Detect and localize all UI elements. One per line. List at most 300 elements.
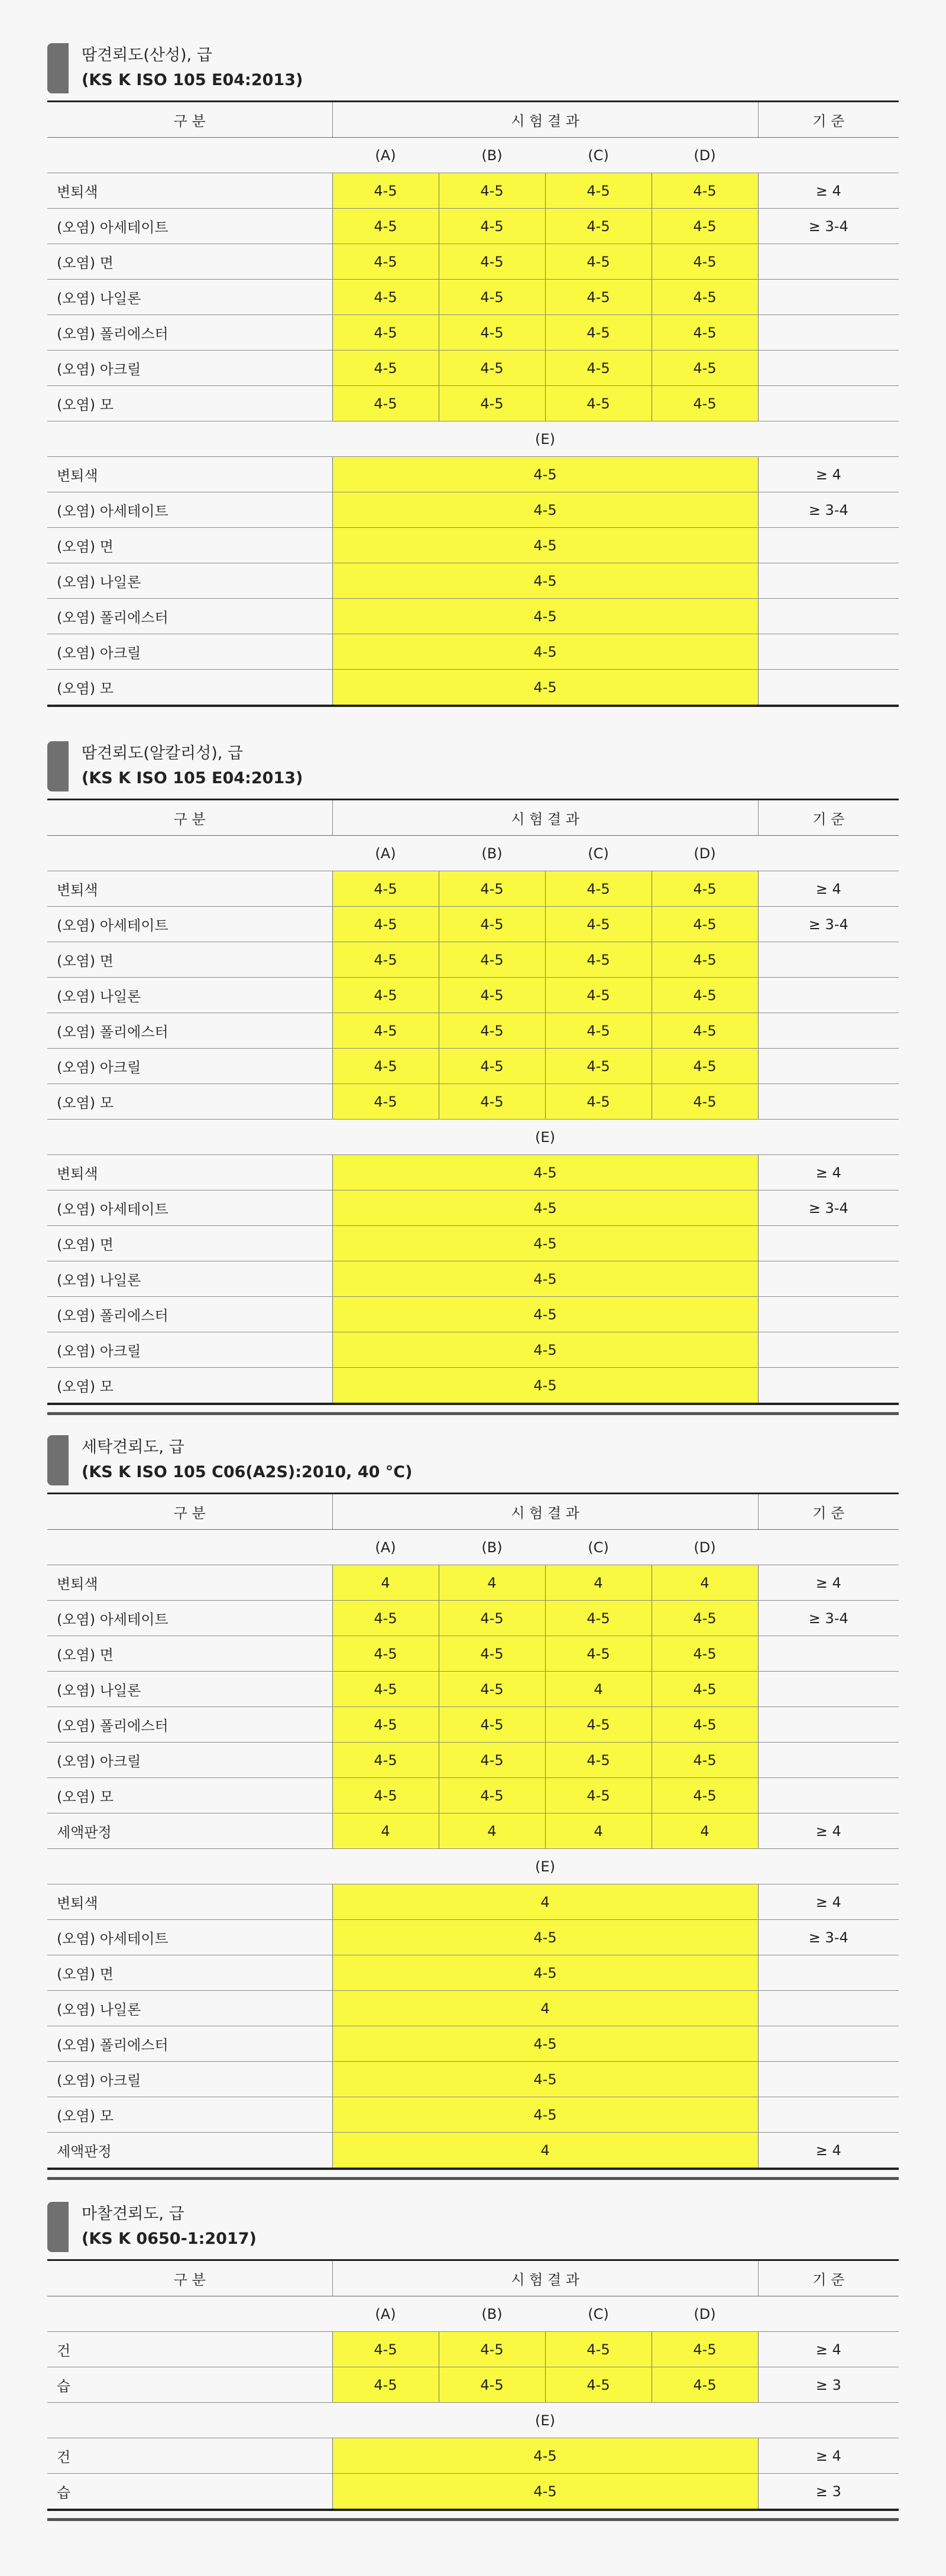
table-row — [47, 2062, 899, 2097]
result-cell: 4-5 — [545, 1707, 652, 1743]
result-cell: 4-5 — [439, 978, 545, 1013]
table-row — [47, 942, 899, 978]
row-label: 건 — [47, 2438, 332, 2474]
row-label: 습 — [47, 2367, 332, 2403]
row-label: 변퇴색 — [47, 1155, 332, 1190]
header-category: 구 분 — [47, 1494, 332, 1530]
standard-cell — [758, 942, 899, 978]
header-category: 구 분 — [47, 800, 332, 836]
result-cell: 4 — [545, 1672, 652, 1707]
result-cell: 4-5 — [439, 1707, 545, 1743]
e-label: (E) — [332, 421, 758, 457]
result-cell: 4-5 — [332, 1261, 758, 1297]
result-cell: 4-5 — [545, 351, 652, 386]
standard-cell: ≥ 3-4 — [758, 1920, 899, 1955]
result-cell: 4-5 — [332, 1084, 439, 1120]
row-label: (오염) 모 — [47, 1084, 332, 1120]
standard-cell: ≥ 3-4 — [758, 907, 899, 942]
row-label: (오염) 폴리에스터 — [47, 315, 332, 351]
result-cell: 4-5 — [652, 280, 758, 315]
standard-cell — [758, 528, 899, 563]
standard-cell — [758, 1743, 899, 1778]
row-label: (오염) 아크릴 — [47, 351, 332, 386]
result-cell: 4-5 — [652, 1601, 758, 1636]
result-cell: 4 — [332, 1991, 758, 2026]
section-title: 세탁견뢰도, 급 — [82, 1438, 184, 1456]
result-cell: 4-5 — [545, 280, 652, 315]
row-label: (오염) 폴리에스터 — [47, 1297, 332, 1332]
results-table — [47, 2259, 899, 2511]
result-cell: 4-5 — [652, 386, 758, 421]
table-header-row — [47, 102, 899, 138]
standard-cell — [758, 1672, 899, 1707]
standard-cell: ≥ 3 — [758, 2367, 899, 2403]
sub-header-col: (A) — [332, 1530, 439, 1565]
result-cell: 4-5 — [652, 907, 758, 942]
table-row — [47, 871, 899, 907]
standard-cell: ≥ 4 — [758, 457, 899, 492]
result-cell: 4-5 — [332, 457, 758, 492]
result-cell: 4-5 — [652, 2367, 758, 2403]
header-result: 시 험 결 과 — [332, 102, 758, 138]
title-marker — [47, 741, 69, 791]
table-row — [47, 1991, 899, 2026]
results-table — [47, 799, 899, 1405]
section-divider — [47, 2518, 899, 2521]
result-cell: 4 — [652, 1565, 758, 1601]
result-cell: 4-5 — [332, 599, 758, 634]
row-label: (오염) 모 — [47, 670, 332, 706]
e-label-row — [47, 1120, 899, 1155]
standard-cell — [758, 1368, 899, 1404]
row-label: (오염) 나일론 — [47, 1261, 332, 1297]
standard-cell — [758, 1297, 899, 1332]
standard-cell: ≥ 3-4 — [758, 209, 899, 244]
sub-header-row — [47, 1530, 899, 1565]
result-cell: 4-5 — [332, 2026, 758, 2062]
table-row — [47, 1261, 899, 1297]
result-cell: 4-5 — [332, 244, 439, 280]
result-cell: 4-5 — [652, 351, 758, 386]
result-cell: 4-5 — [332, 871, 439, 907]
row-label: (오염) 아크릴 — [47, 1332, 332, 1368]
standard-cell — [758, 2062, 899, 2097]
row-label: (오염) 나일론 — [47, 1672, 332, 1707]
row-label: 세액판정 — [47, 1813, 332, 1849]
result-cell: 4-5 — [545, 1084, 652, 1120]
result-cell: 4-5 — [332, 315, 439, 351]
row-label: 세액판정 — [47, 2133, 332, 2169]
e-label-blank — [758, 421, 899, 457]
sub-header-col: (C) — [545, 836, 652, 871]
result-cell: 4-5 — [332, 1190, 758, 1226]
result-cell: 4-5 — [545, 1049, 652, 1084]
section-title: 마찰견뢰도, 급 — [82, 2205, 184, 2223]
row-label: (오염) 면 — [47, 244, 332, 280]
table-header-row — [47, 2260, 899, 2296]
row-label: (오염) 폴리에스터 — [47, 1707, 332, 1743]
table-row — [47, 351, 899, 386]
standard-cell — [758, 634, 899, 670]
result-cell: 4-5 — [439, 315, 545, 351]
row-label: (오염) 아크릴 — [47, 634, 332, 670]
table-row — [47, 2438, 899, 2474]
row-label: 변퇴색 — [47, 1884, 332, 1920]
standard-cell: ≥ 3-4 — [758, 492, 899, 528]
standard-cell: ≥ 4 — [758, 173, 899, 209]
result-cell: 4-5 — [332, 2332, 439, 2367]
section-title: 땀견뢰도(산성), 급 — [82, 46, 212, 64]
standard-cell — [758, 1707, 899, 1743]
sub-header-col: (C) — [545, 1530, 652, 1565]
e-label: (E) — [332, 1849, 758, 1884]
table-row — [47, 1084, 899, 1120]
standard-cell — [758, 351, 899, 386]
result-cell: 4-5 — [332, 2097, 758, 2133]
row-label: 변퇴색 — [47, 871, 332, 907]
row-label: (오염) 아세테이트 — [47, 907, 332, 942]
result-cell: 4-5 — [439, 244, 545, 280]
table-row — [47, 978, 899, 1013]
standard-cell: ≥ 4 — [758, 871, 899, 907]
standard-cell: ≥ 4 — [758, 2438, 899, 2474]
table-row — [47, 1920, 899, 1955]
row-label: (오염) 면 — [47, 942, 332, 978]
result-cell: 4-5 — [332, 386, 439, 421]
result-cell: 4-5 — [439, 2367, 545, 2403]
section-title-block — [47, 41, 899, 100]
row-label: 건 — [47, 2332, 332, 2367]
e-label-blank — [758, 1120, 899, 1155]
section-standard: (KS K ISO 105 E04:2013) — [82, 71, 303, 89]
result-cell: 4-5 — [332, 670, 758, 706]
result-cell: 4-5 — [545, 1778, 652, 1813]
table-row — [47, 1884, 899, 1920]
result-cell: 4 — [332, 1884, 758, 1920]
table-row — [47, 2133, 899, 2169]
e-label-row — [47, 421, 899, 457]
table-row — [47, 1565, 899, 1601]
result-cell: 4-5 — [439, 1084, 545, 1120]
row-label: (오염) 아크릴 — [47, 2062, 332, 2097]
result-cell: 4-5 — [652, 1013, 758, 1049]
standard-cell: ≥ 4 — [758, 2133, 899, 2169]
row-label: 변퇴색 — [47, 457, 332, 492]
result-cell: 4-5 — [439, 1013, 545, 1049]
table-row — [47, 2367, 899, 2403]
result-cell: 4-5 — [652, 942, 758, 978]
row-label: (오염) 나일론 — [47, 1991, 332, 2026]
results-table — [47, 100, 899, 707]
section-acid-perspiration — [47, 41, 899, 707]
sub-header-col: (D) — [652, 2296, 758, 2332]
result-cell: 4-5 — [545, 1743, 652, 1778]
section-rubbing-fastness — [47, 2200, 899, 2521]
section-title-block — [47, 739, 899, 799]
table-header-row — [47, 800, 899, 836]
table-row — [47, 1636, 899, 1672]
result-cell: 4-5 — [332, 2062, 758, 2097]
table-row — [47, 492, 899, 528]
e-label-row — [47, 1849, 899, 1884]
header-category: 구 분 — [47, 102, 332, 138]
header-result: 시 험 결 과 — [332, 800, 758, 836]
result-cell: 4-5 — [332, 2474, 758, 2510]
result-cell: 4-5 — [332, 634, 758, 670]
section-standard: (KS K 0650-1:2017) — [82, 2230, 257, 2248]
row-label: (오염) 아세테이트 — [47, 1190, 332, 1226]
sub-header-col: (C) — [545, 2296, 652, 2332]
e-label-blank — [47, 1120, 332, 1155]
standard-cell — [758, 2026, 899, 2062]
result-cell: 4-5 — [652, 1743, 758, 1778]
sub-header-blank — [758, 138, 899, 173]
table-row — [47, 1601, 899, 1636]
table-row — [47, 2097, 899, 2133]
standard-cell — [758, 280, 899, 315]
table-row — [47, 907, 899, 942]
result-cell: 4-5 — [652, 1636, 758, 1672]
row-label: (오염) 아세테이트 — [47, 209, 332, 244]
sub-header-col: (A) — [332, 138, 439, 173]
table-row — [47, 1778, 899, 1813]
section-divider — [47, 2177, 899, 2180]
result-cell: 4-5 — [332, 563, 758, 599]
standard-cell — [758, 2097, 899, 2133]
result-cell: 4-5 — [332, 1049, 439, 1084]
result-cell: 4-5 — [652, 871, 758, 907]
result-cell: 4-5 — [545, 978, 652, 1013]
table-row — [47, 209, 899, 244]
sub-header-col: (D) — [652, 1530, 758, 1565]
row-label: (오염) 나일론 — [47, 978, 332, 1013]
sub-header-row — [47, 2296, 899, 2332]
result-cell: 4-5 — [545, 2332, 652, 2367]
standard-cell — [758, 1636, 899, 1672]
row-label: (오염) 나일론 — [47, 280, 332, 315]
sub-header-col: (C) — [545, 138, 652, 173]
e-label-blank — [758, 1849, 899, 1884]
section-alkaline-perspiration — [47, 739, 899, 1415]
section-title-block — [47, 1433, 899, 1493]
result-cell: 4-5 — [545, 315, 652, 351]
section-standard: (KS K ISO 105 C06(A2S):2010, 40 °C) — [82, 1463, 413, 1481]
standard-cell — [758, 1084, 899, 1120]
sub-header-col: (D) — [652, 138, 758, 173]
result-cell: 4-5 — [332, 942, 439, 978]
table-row — [47, 1190, 899, 1226]
result-cell: 4-5 — [332, 2367, 439, 2403]
section-divider — [47, 1412, 899, 1415]
header-standard: 기 준 — [758, 800, 899, 836]
e-label: (E) — [332, 2403, 758, 2438]
sub-header-col: (B) — [439, 2296, 545, 2332]
sub-header-row — [47, 138, 899, 173]
row-label: (오염) 아세테이트 — [47, 1601, 332, 1636]
row-label: (오염) 모 — [47, 386, 332, 421]
title-marker — [47, 2202, 69, 2252]
result-cell: 4-5 — [332, 351, 439, 386]
row-label: (오염) 폴리에스터 — [47, 2026, 332, 2062]
row-label: 변퇴색 — [47, 1565, 332, 1601]
row-label: (오염) 나일론 — [47, 563, 332, 599]
section-washing-fastness — [47, 1433, 899, 2180]
result-cell: 4 — [332, 1565, 439, 1601]
result-cell: 4-5 — [545, 386, 652, 421]
standard-cell — [758, 978, 899, 1013]
row-label: (오염) 아크릴 — [47, 1049, 332, 1084]
result-cell: 4 — [439, 1565, 545, 1601]
sub-header-blank — [758, 836, 899, 871]
standard-cell — [758, 1261, 899, 1297]
table-row — [47, 1813, 899, 1849]
result-cell: 4-5 — [545, 907, 652, 942]
result-cell: 4-5 — [332, 2438, 758, 2474]
result-cell: 4-5 — [332, 1707, 439, 1743]
result-cell: 4 — [332, 1813, 439, 1849]
standard-cell: ≥ 4 — [758, 1155, 899, 1190]
row-label: (오염) 아세테이트 — [47, 1920, 332, 1955]
table-row — [47, 1049, 899, 1084]
result-cell: 4-5 — [652, 173, 758, 209]
sub-header-row — [47, 836, 899, 871]
result-cell: 4-5 — [439, 209, 545, 244]
result-cell: 4-5 — [332, 907, 439, 942]
e-label-blank — [47, 1849, 332, 1884]
result-cell: 4-5 — [439, 1672, 545, 1707]
result-cell: 4-5 — [332, 1368, 758, 1404]
header-standard: 기 준 — [758, 102, 899, 138]
result-cell: 4-5 — [545, 1601, 652, 1636]
section-title-block — [47, 2200, 899, 2259]
result-cell: 4-5 — [545, 2367, 652, 2403]
header-result: 시 험 결 과 — [332, 1494, 758, 1530]
results-table — [47, 1493, 899, 2170]
result-cell: 4-5 — [332, 528, 758, 563]
result-cell: 4-5 — [332, 209, 439, 244]
result-cell: 4-5 — [545, 1636, 652, 1672]
sub-header-col: (B) — [439, 836, 545, 871]
result-cell: 4-5 — [332, 1920, 758, 1955]
result-cell: 4-5 — [545, 942, 652, 978]
standard-cell — [758, 1955, 899, 1991]
sub-header-col: (A) — [332, 2296, 439, 2332]
row-label: (오염) 폴리에스터 — [47, 599, 332, 634]
title-marker — [47, 1435, 69, 1485]
standard-cell: ≥ 3-4 — [758, 1601, 899, 1636]
sub-header-blank — [758, 1530, 899, 1565]
table-row — [47, 528, 899, 563]
standard-cell — [758, 599, 899, 634]
result-cell: 4-5 — [652, 315, 758, 351]
e-label: (E) — [332, 1120, 758, 1155]
sub-header-col: (B) — [439, 138, 545, 173]
table-row — [47, 280, 899, 315]
table-row — [47, 1013, 899, 1049]
result-cell: 4-5 — [332, 1636, 439, 1672]
result-cell: 4-5 — [652, 1707, 758, 1743]
title-marker — [47, 43, 69, 93]
result-cell: 4-5 — [652, 1049, 758, 1084]
result-cell: 4-5 — [652, 2332, 758, 2367]
table-row — [47, 1297, 899, 1332]
table-row — [47, 2332, 899, 2367]
result-cell: 4-5 — [332, 492, 758, 528]
row-label: (오염) 아세테이트 — [47, 492, 332, 528]
row-label: (오염) 면 — [47, 1226, 332, 1261]
table-row — [47, 1672, 899, 1707]
result-cell: 4-5 — [439, 907, 545, 942]
row-label: (오염) 폴리에스터 — [47, 1013, 332, 1049]
result-cell: 4-5 — [332, 1332, 758, 1368]
sub-header-blank — [47, 138, 332, 173]
result-cell: 4-5 — [652, 1672, 758, 1707]
table-row — [47, 2474, 899, 2510]
result-cell: 4-5 — [439, 871, 545, 907]
sub-header-blank — [47, 836, 332, 871]
standard-cell: ≥ 4 — [758, 2332, 899, 2367]
standard-cell: ≥ 3 — [758, 2474, 899, 2510]
result-cell: 4-5 — [332, 173, 439, 209]
sub-header-col: (A) — [332, 836, 439, 871]
result-cell: 4-5 — [652, 244, 758, 280]
table-row — [47, 1368, 899, 1404]
result-cell: 4-5 — [439, 173, 545, 209]
sub-header-col: (D) — [652, 836, 758, 871]
table-row — [47, 563, 899, 599]
table-row — [47, 599, 899, 634]
standard-cell — [758, 1049, 899, 1084]
table-row — [47, 670, 899, 706]
row-label: (오염) 면 — [47, 528, 332, 563]
e-label-row — [47, 2403, 899, 2438]
standard-cell — [758, 386, 899, 421]
sub-header-blank — [47, 2296, 332, 2332]
sub-header-blank — [47, 1530, 332, 1565]
table-row — [47, 1155, 899, 1190]
standard-cell: ≥ 3-4 — [758, 1190, 899, 1226]
table-row — [47, 1707, 899, 1743]
standard-cell — [758, 1226, 899, 1261]
result-cell: 4-5 — [439, 2332, 545, 2367]
sub-header-blank — [758, 2296, 899, 2332]
table-row — [47, 1226, 899, 1261]
e-label-blank — [758, 2403, 899, 2438]
result-cell: 4-5 — [545, 1013, 652, 1049]
table-row — [47, 1332, 899, 1368]
result-cell: 4-5 — [652, 1084, 758, 1120]
result-cell: 4-5 — [332, 280, 439, 315]
standard-cell: ≥ 4 — [758, 1565, 899, 1601]
result-cell: 4-5 — [439, 1601, 545, 1636]
result-cell: 4-5 — [332, 1743, 439, 1778]
table-row — [47, 2026, 899, 2062]
row-label: (오염) 면 — [47, 1636, 332, 1672]
result-cell: 4 — [652, 1813, 758, 1849]
standard-cell — [758, 1778, 899, 1813]
result-cell: 4-5 — [439, 1636, 545, 1672]
result-cell: 4-5 — [652, 1778, 758, 1813]
result-cell: 4-5 — [332, 1226, 758, 1261]
standard-cell — [758, 315, 899, 351]
standard-cell — [758, 563, 899, 599]
result-cell: 4-5 — [332, 1672, 439, 1707]
table-row — [47, 634, 899, 670]
standard-cell — [758, 1013, 899, 1049]
table-row — [47, 386, 899, 421]
standard-cell: ≥ 4 — [758, 1884, 899, 1920]
section-title: 땀견뢰도(알칼리성), 급 — [82, 744, 243, 763]
